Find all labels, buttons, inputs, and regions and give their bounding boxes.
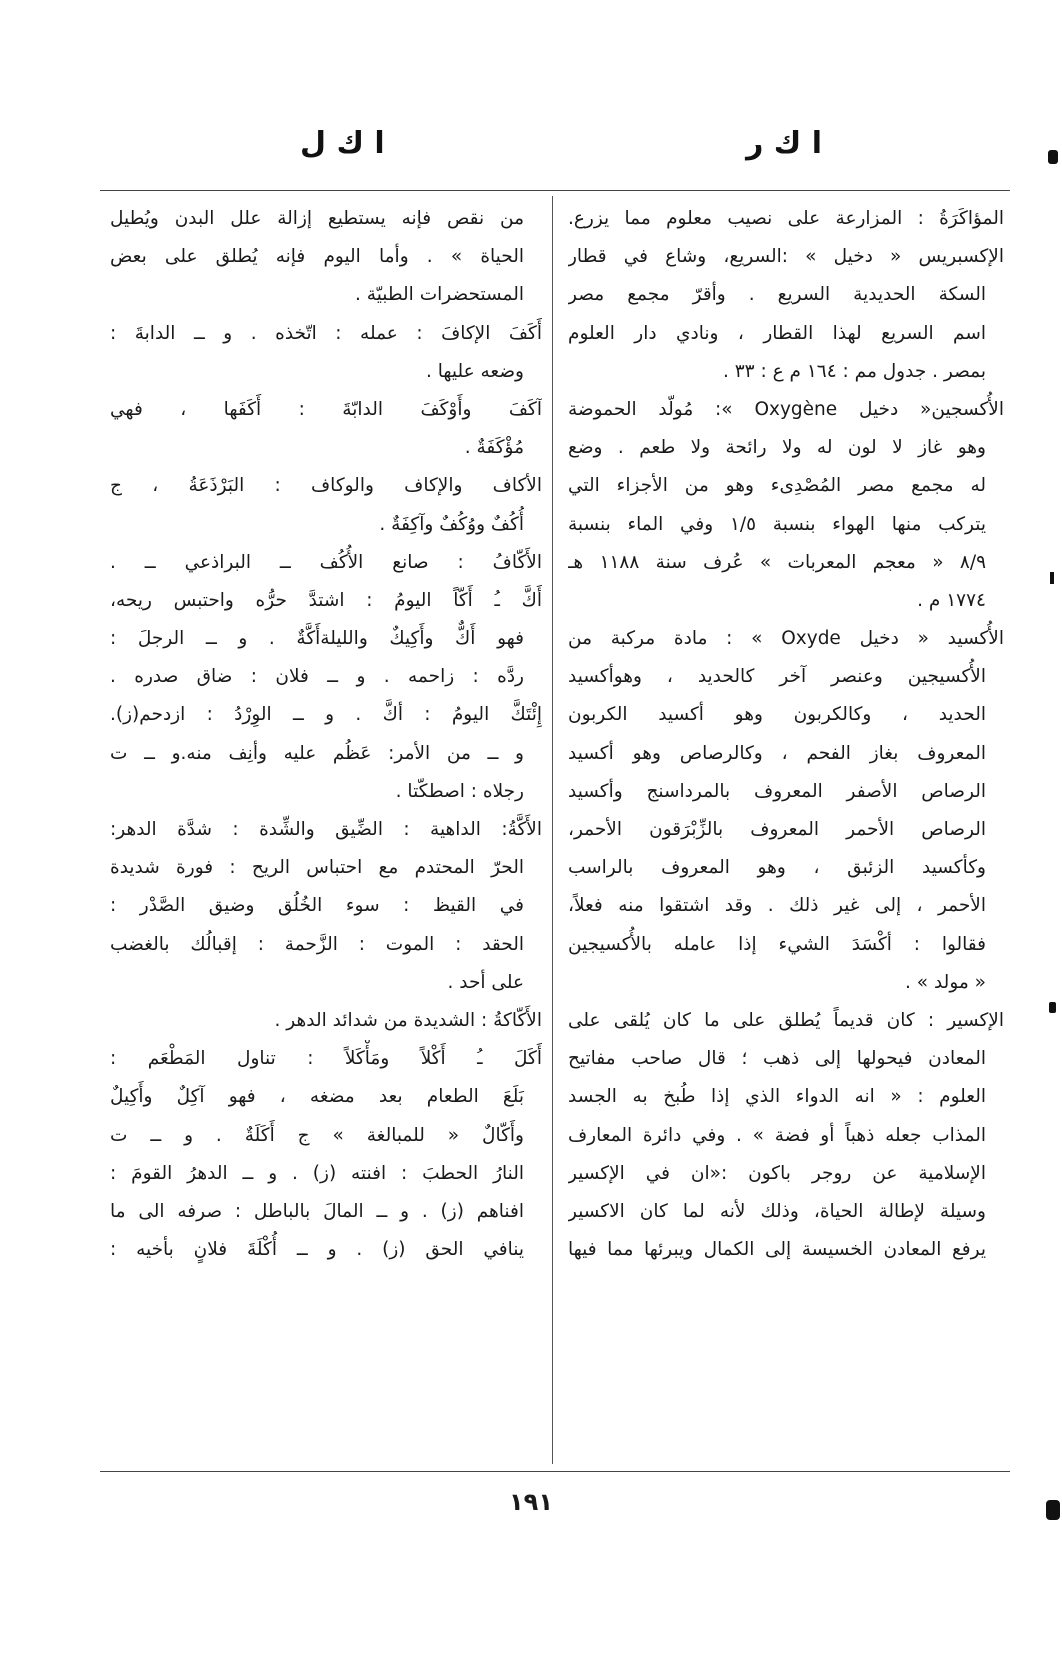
text-line: الأَكّاكةُ : الشديدة من شدائد الدهر . — [274, 1009, 542, 1031]
text-line: وكأكسيد الزئبق ، وهو المعروف بالراسب — [568, 857, 986, 879]
text-line: السكة الحديدية السريع . وأقرّ مجمع مصر — [568, 284, 986, 306]
scan-edge-mark — [1048, 150, 1058, 164]
text-line: « مولد » . — [905, 971, 986, 993]
text-line: أُكُفٌ ووُكُفٌ وآكِفَةٌ . — [379, 513, 524, 535]
text-line: بَلَعَ الطعام بعد مضغه ، فهو آكِلٌ وأَكِيلٌ — [110, 1086, 524, 1108]
text-line: المذاب جعله ذهباً أو فضة » . وفي دائرة المعارف — [568, 1124, 986, 1146]
text-line: الحديد ، وكالكربون وهو أكسيد الكربون — [568, 704, 986, 726]
text-line: الأُكسجين« دخيل Oxygène »: مُولّد الحموضة — [568, 398, 1004, 420]
scan-edge-mark — [1049, 1002, 1056, 1013]
text-line: أَكَفَ الإكافَ : عمله : اتّخذه . و ــ الدابةَ : — [110, 322, 542, 344]
text-line: آكَفَ وأَوْكَفَ الدابّةَ : أَكَفَها ، فهي — [110, 398, 542, 420]
text-line: الأحمر ، إلى غير ذلك . وقد اشتقوا منه فعلاً، — [568, 895, 986, 917]
text-line: الإسلامية عن روجر باكون :«ان في الإكسير — [568, 1162, 986, 1184]
text-line: رجلاه : اصطكّتا . — [395, 780, 524, 802]
text-line: أَكَلَ ـُ أَكْلاً ومَأْكَلاً : تناول المَطْعَم : — [110, 1048, 542, 1070]
text-line: على أحد . — [447, 971, 524, 993]
text-line: و ــ من الأمر: عَظُم عليه وأنِف منه.و ــ ت — [110, 742, 524, 764]
bottom-rule — [100, 1471, 1010, 1472]
header-root-akr: ا ك ر — [746, 126, 822, 161]
text-line: الإكسبريس « دخيل » :السريع، وشاع في قطار — [568, 246, 1004, 268]
text-line: وسيلة لإطالة الحياة، وذلك لأنه لما كان الاكسير — [568, 1200, 986, 1222]
text-line: المعادن فيحولها إلى ذهب ؛ قال صاحب مفاتيح — [568, 1048, 986, 1070]
text-line: إِئْتَكَّ اليومُ : أكَّ . و ــ الوِرْدُ : ازدحم(ز). — [110, 704, 542, 726]
right-column — [568, 200, 1004, 1462]
text-line: بمصر . جدول مم : ١٦٤ م ع : ٣٣ . — [722, 360, 986, 382]
text-line: المستحضرات الطبيّة . — [355, 284, 524, 306]
left-column — [110, 200, 542, 1462]
text-line: ٨/٩ « معجم المعربات » عُرف سنة ١١٨٨ هـ — [568, 551, 987, 573]
text-line: الرصاص الأصفر المعروف بالمرداسنج وأكسيد — [568, 780, 986, 802]
column-divider — [552, 196, 553, 1464]
text-line: الأُكسيد « دخيل Oxyde » : مادة مركبة من — [568, 628, 1004, 650]
text-line: الأَكَّةُ: الداهية : الضِّيق والشِّدة : شدَّة الدهر: — [110, 819, 542, 840]
page-number: ١٩١ — [509, 1488, 553, 1516]
text-line: الحرّ المحتدم مع احتباس الريح : فورة شديدة — [110, 857, 524, 879]
text-line: وضعه عليها . — [425, 360, 524, 382]
text-line: ينافي الحق (ز) . و ــ أُكْلَةَ فلانٍ بأخيه : — [110, 1239, 524, 1261]
text-line: وأَكّالٌ « للمبالغة » ج أَكَلَةٌ . و ــ ت — [110, 1124, 524, 1146]
top-rule — [100, 190, 1010, 191]
scan-edge-mark — [1046, 1500, 1060, 1520]
text-line: فقالوا : أكْسَدَ الشيء إذا عامله بالأُكسيجين — [568, 933, 986, 955]
text-line: يتركب منها الهواء بنسبة ١/٥ وفي الماء بنسبة — [568, 513, 986, 535]
text-line: فهو أَكٌّ وأَكِيكٌ والليلةأَكَّةٌ . و ــ الرجلَ : — [110, 628, 524, 650]
text-line: يرفع المعادن الخسيسة إلى الكمال ويبرئها مما فيها — [568, 1239, 986, 1261]
text-line: له مجمع مصر المُصْدِىء وهو من الأجزاء التي — [568, 475, 986, 497]
text-line: الأَكّافُ : صانع الأُكُف ــ البراذعي ــ . — [110, 551, 542, 573]
header-root-akl: ا ك ل — [300, 126, 385, 161]
text-line: وهو غاز لا لون له ولا رائحة ولا طعم . وضع — [568, 437, 986, 459]
text-line: ردَّه : زاحمه . و ــ فلان : ضاق صدره . — [110, 666, 524, 688]
text-line: الأُكسيجين وعنصر آخر كالحديد ، وهوأكسيد — [568, 666, 986, 688]
text-line: أَكَّ ـُ أَكّاً اليومُ : اشتدَّ حرُّه واحتبس ريحه، — [110, 589, 542, 611]
text-line: المؤاكَرَةُ : المزارعة على نصيب معلوم مما يزرع. — [568, 208, 1004, 229]
text-line: اسم السريع لهذا القطار ، ونادي دار العلوم — [568, 322, 986, 344]
text-line: الإكسير : كان قديماً يُطلق على ما كان يُلقى على — [568, 1009, 1004, 1031]
text-line: العلوم : « انه الدواء الذي إذا طُبخ به الجسد — [568, 1086, 986, 1108]
scan-edge-mark — [1050, 572, 1054, 584]
text-line: افناهم (ز) . و ــ المالَ بالباطل : صرفه الى ما — [110, 1200, 524, 1222]
text-line: مُؤْكَفَةٌ . — [464, 437, 524, 459]
text-line: من نقص فإنه يستطيع إزالة علل البدن ويُطيل — [110, 208, 524, 229]
text-line: الحياة » . وأما اليوم فإنه يُطلق على بعض — [110, 246, 524, 268]
text-line: الحقد : الموت : الزَّحمة : إقبالُك بالغضب — [110, 933, 524, 955]
text-line: النارُ الحطبَ : افنته (ز) . و ــ الدهرُ القومَ : — [110, 1162, 524, 1184]
text-line: الأكاف والإكاف والوكاف : البَرْذَعَةُ ، ج — [110, 475, 542, 497]
text-line: ١٧٧٤ م . — [917, 589, 986, 611]
text-line: في القيظ : سوء الخُلُق وضيق الصَّدْر : — [110, 895, 524, 917]
text-line: المعروف بغاز الفحم ، وكالرصاص وهو أكسيد — [568, 742, 986, 764]
text-line: الرصاص الأحمر المعروف بالزِّبْرَقون الأحمر، — [568, 819, 986, 840]
